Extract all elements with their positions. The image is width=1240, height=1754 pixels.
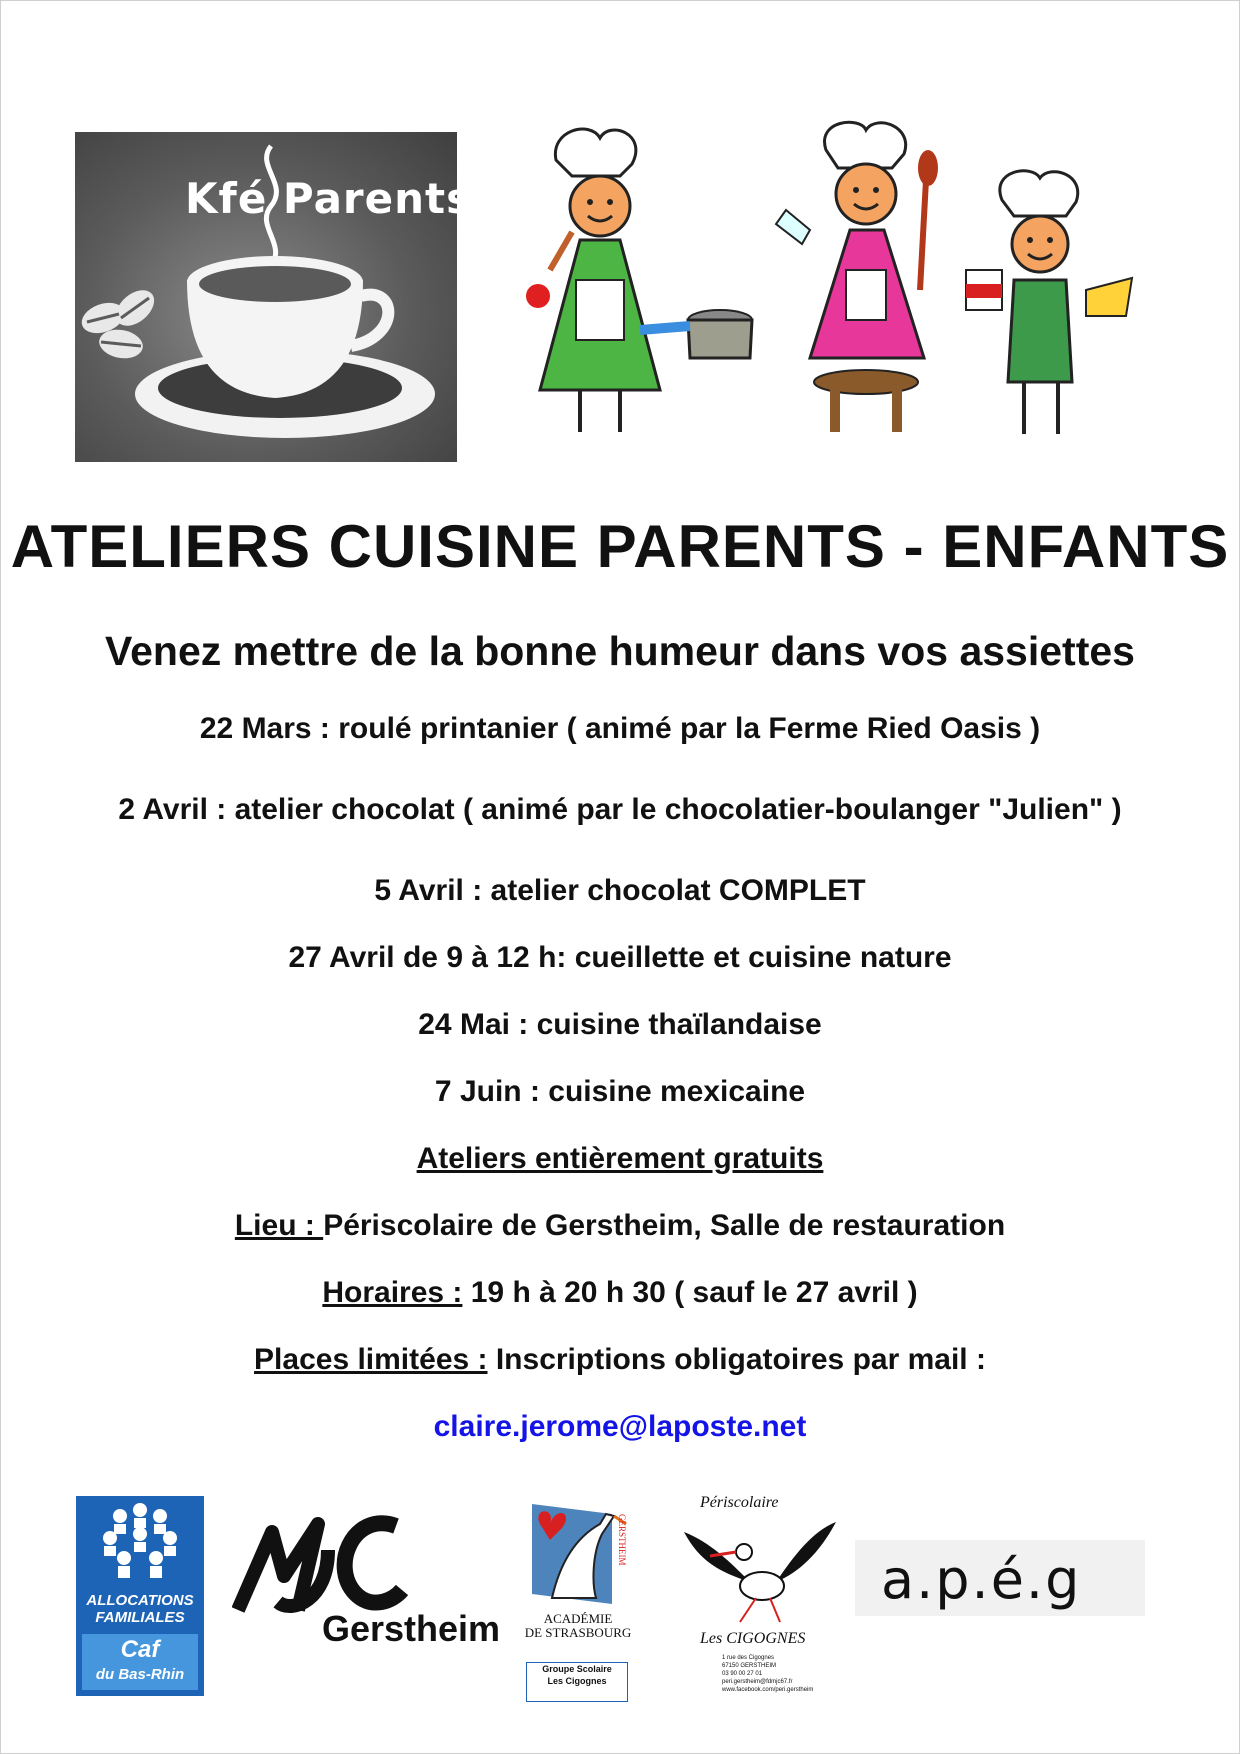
peri-facebook: www.facebook.com/peri.gerstheim — [722, 1687, 814, 1693]
registration-value: Inscriptions obligatoires par mail : — [487, 1343, 986, 1376]
academie-strasbourg-logo — [522, 1494, 634, 1706]
location-label: Lieu : — [234, 1209, 324, 1242]
page-title: ATELIERS CUISINE PARENTS - ENFANTS — [10, 513, 1230, 580]
contact-email-link[interactable]: claire.jerome@laposte.net — [433, 1410, 807, 1443]
schedule-value: 19 h à 20 h 30 ( sauf le 27 avril ) — [462, 1276, 918, 1309]
location-value: Périscolaire de Gerstheim, Salle de restauration — [323, 1209, 1006, 1242]
page-subtitle: Venez mettre de la bonne humeur dans vos assiettes — [105, 628, 1135, 674]
periscolaire-cigognes-logo — [680, 1494, 840, 1706]
mjc-gerstheim-logo — [232, 1510, 501, 1660]
caf-name: Caf — [120, 1636, 160, 1663]
mjc-name: Gerstheim — [322, 1608, 501, 1649]
children-cooks-illustration — [520, 120, 1140, 460]
academie-vertical-text: GERSTHEIM — [617, 1514, 627, 1566]
apeg-logo — [855, 1540, 1145, 1616]
event-item: 22 Mars : roulé printanier ( animé par la Ferme Ried Oasis ) — [199, 712, 1041, 745]
event-item: 27 Avril de 9 à 12 h: cueillette et cuisine nature — [288, 941, 952, 974]
apeg-name: a.p.é.g — [881, 1548, 1082, 1611]
peri-address2: 67150 GERSTHEIM — [722, 1663, 777, 1669]
caf-logo — [76, 1496, 204, 1696]
schedule-line — [0, 1276, 1240, 1310]
mjc-monogram-icon — [232, 1510, 492, 1620]
flying-stork-icon — [680, 1512, 840, 1632]
child-cook-left-icon — [526, 129, 660, 432]
child-cook-right-icon — [966, 171, 1132, 434]
location-line — [0, 1209, 1240, 1243]
logo-title: Kfé Parents — [185, 174, 473, 223]
peri-name: Les CIGOGNES — [700, 1630, 806, 1647]
academie-label: ACADÉMIE DE STRASBOURG — [524, 1611, 632, 1640]
event-item: 2 Avril : atelier chocolat ( animé par le chocolatier-boulanger "Julien" ) — [118, 793, 1122, 826]
event-item: 7 Juin : cuisine mexicaine — [434, 1075, 806, 1108]
stork-emblem-icon — [522, 1494, 634, 1614]
event-item: 24 Mai : cuisine thaïlandaise — [418, 1008, 822, 1041]
event-item: 5 Avril : atelier chocolat COMPLET — [374, 874, 866, 907]
free-notice: Ateliers entièrement gratuits — [416, 1142, 824, 1175]
registration-line — [0, 1343, 1240, 1377]
child-cook-middle-icon — [776, 122, 938, 432]
schedule-label: Horaires : — [322, 1276, 463, 1309]
peri-mail: peri.gerstheim@fdmjc67.fr — [722, 1679, 793, 1685]
kfe-parents-logo — [75, 132, 473, 462]
peri-address1: 1 rue des Cigognes — [722, 1655, 775, 1661]
caf-allocations-text: ALLOCATIONS FAMILIALES — [86, 1592, 194, 1626]
peri-title: Périscolaire — [700, 1494, 779, 1511]
school-group-box: Groupe Scolaire Les Cigognes — [526, 1662, 628, 1702]
peri-phone: 03 90 00 27 01 — [722, 1671, 763, 1677]
family-figures-icon — [76, 1496, 204, 1592]
registration-label: Places limitées : — [254, 1343, 488, 1376]
caf-region: du Bas-Rhin — [95, 1666, 185, 1683]
